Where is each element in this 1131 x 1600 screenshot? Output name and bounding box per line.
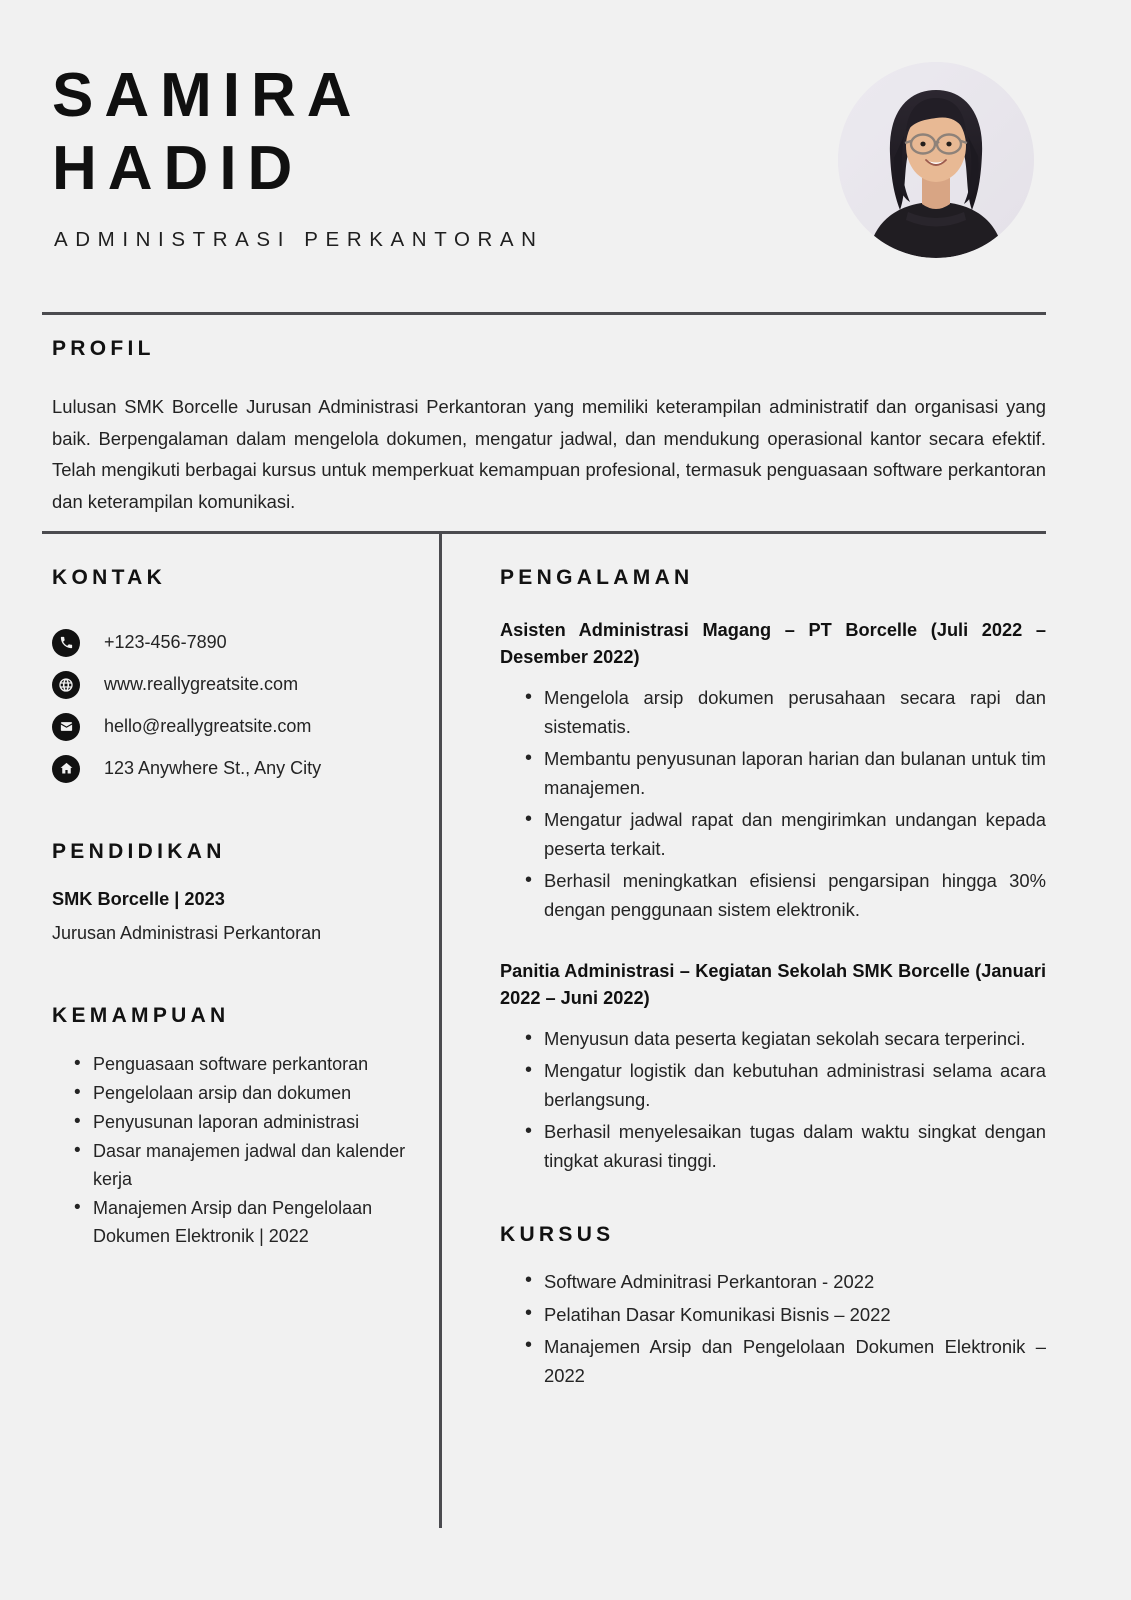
list-item: • Mengatur logistik dan kebutuhan administrasi selama acara berlangsung. [530, 1056, 1046, 1115]
experience-bullets [500, 1024, 1046, 1175]
kursus-list [500, 1267, 1046, 1389]
phone-icon [52, 629, 80, 657]
contact-list [52, 622, 412, 790]
contact-item-address[interactable] [52, 748, 412, 790]
experience-title: Panitia Administrasi – Kegiatan Sekolah SMK Borcelle (Januari 2022 – Juni 2022) [500, 961, 1046, 1009]
right-column [500, 566, 1046, 1393]
list-item: • Mengelola arsip dokumen perusahaan secara rapi dan sistematis. [530, 683, 1046, 742]
experience-entry-2 [500, 958, 1046, 1175]
resume-header [0, 0, 1131, 300]
contact-value-email: hello@reallygreatsite.com [104, 716, 312, 737]
list-item: • Menyusun data peserta kegiatan sekolah secara terperinci. [530, 1024, 1046, 1053]
list-item: • Berhasil meningkatkan efisiensi pengarsipan hingga 30% dengan penggunaan sistem elektronik. [530, 866, 1046, 925]
section-profil [52, 337, 1046, 518]
contact-item-email[interactable] [52, 706, 412, 748]
list-item: • Manajemen Arsip dan Pengelolaan Dokumen Elektronik | 2022 [78, 1194, 412, 1250]
experience-bullets [500, 683, 1046, 925]
contact-value-website: www.reallygreatsite.com [104, 674, 299, 695]
contact-item-website[interactable] [52, 664, 412, 706]
list-item: • Dasar manajemen jadwal dan kalender kerja [78, 1137, 412, 1193]
pengalaman-heading: PENGALAMAN [500, 566, 694, 589]
list-item: • Mengatur jadwal rapat dan mengirimkan undangan kepada peserta terkait. [530, 805, 1046, 864]
education-school: SMK Borcelle | 2023 [52, 888, 225, 909]
kontak-heading: KONTAK [52, 566, 167, 589]
list-item: • Membantu penyusunan laporan harian dan bulanan untuk tim manajemen. [530, 744, 1046, 803]
divider-top [42, 312, 1046, 315]
kemampuan-heading: KEMAMPUAN [52, 1003, 230, 1027]
left-column [52, 566, 412, 1251]
education-major: Jurusan Administrasi Perkantoran [52, 922, 322, 943]
divider-middle [42, 531, 1046, 534]
last-name: HADID [52, 133, 304, 203]
list-item: • Penyusunan laporan administrasi [78, 1108, 412, 1136]
list-item: • Berhasil menyelesaikan tugas dalam waktu singkat dengan tingkat akurasi tinggi. [530, 1117, 1046, 1176]
experience-title: Asisten Administrasi Magang – PT Borcelle (Juli 2022 – Desember 2022) [500, 620, 1046, 667]
contact-value-phone: +123-456-7890 [104, 632, 227, 653]
list-item: • Pengelolaan arsip dan dokumen [78, 1079, 412, 1107]
list-item: • Pelatihan Dasar Komunikasi Bisnis – 2022 [530, 1300, 1046, 1329]
profil-body: Lulusan SMK Borcelle Jurusan Administrasi Perkantoran yang memiliki keterampilan administratif dan organisasi yang baik. Berpengalaman dalam mengelola dokumen, mengatur jadwal, dan mendukung operasional kantor secara efektif. Telah mengikuti berbagai kursus untuk memperkuat kemampuan profesional, termasuk penguasaan software perkantoran dan keterampilan komunikasi. [52, 396, 1046, 512]
candidate-name [52, 60, 812, 205]
list-item: • Penguasaan software perkantoran [78, 1050, 412, 1078]
list-item: • Software Adminitrasi Perkantoran - 2022 [530, 1267, 1046, 1296]
email-icon [52, 713, 80, 741]
list-item: • Manajemen Arsip dan Pengelolaan Dokumen Elektronik – 2022 [530, 1332, 1046, 1390]
skills-list [52, 1050, 412, 1251]
experience-entry-1 [500, 617, 1046, 924]
divider-vertical [439, 533, 442, 1528]
pendidikan-heading: PENDIDIKAN [52, 839, 226, 863]
avatar [838, 62, 1034, 258]
globe-icon [52, 671, 80, 699]
profile-photo-illustration [838, 62, 1034, 258]
home-icon [52, 755, 80, 783]
profil-heading: PROFIL [52, 337, 155, 360]
contact-item-phone[interactable] [52, 622, 412, 664]
first-name: SAMIRA [52, 61, 363, 130]
kursus-heading: KURSUS [500, 1223, 615, 1247]
candidate-job-title: ADMINISTRASI PERKANTORAN [54, 228, 544, 251]
contact-value-address: 123 Anywhere St., Any City [104, 758, 322, 779]
